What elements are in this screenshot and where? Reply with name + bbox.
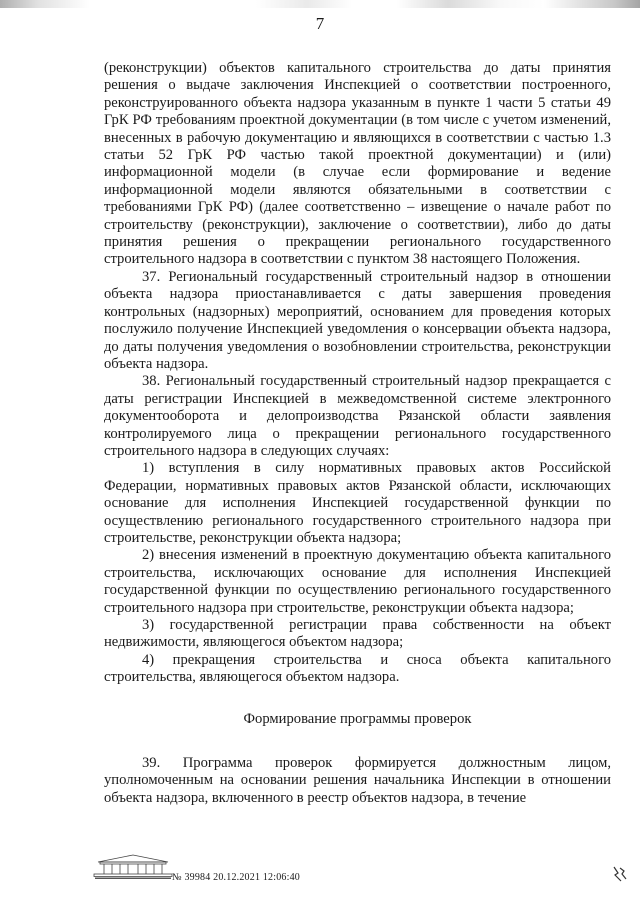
- paragraph-continuation: (реконструкции) объектов капитального строительства до даты принятия решения о выдаче заключения Инспекцией о соответствии построенного, реконструированного объекта надзора указанным в пункте 1 части 5 статьи 49 ГрК РФ требованиям проектной документации (в том числе с учетом изменений, внесенных в рабочую документацию и являющихся в соответствии с частью 1.3 статьи 52 ГрК РФ частью такой проектной документации) и (или) информационной модели (в случае если формирование и ведение информационной модели являются обязательными в соответствии с требованиями ГрК РФ) (далее соответственно – извещение о начале работ по строительству (реконструкции), заключение о соответствии), либо до даты принятия решения о прекращении регионального государственного строительного надзора в соответствии с пунктом 38 настоящего Положения.: [104, 60, 611, 268]
- registration-number: № 39984 20.12.2021 12:06:40: [172, 872, 300, 883]
- list-item-38-2: 2) внесения изменений в проектную документацию объекта капитального строительства, исключающих основание для исполнения Инспекцией государственной функции по осуществлению регионального государственного строительного надзора при строительстве, реконструкции объекта надзора;: [104, 547, 611, 616]
- list-item-38-1: 1) вступления в силу нормативных правовых актов Российской Федерации, нормативных правовых актов Рязанской области, исключающих основание для исполнения Инспекцией государственной функции по осуществлению регионального государственного строительного надзора при строительстве, реконструкции объекта надзора;: [104, 460, 611, 546]
- government-building-icon: [92, 852, 174, 880]
- document-body: [104, 60, 611, 807]
- page-number: 7: [315, 14, 325, 33]
- section-title: Формирование программы проверок: [243, 710, 472, 727]
- list-item-38-4: 4) прекращения строительства и сноса объекта капитального строительства, являющегося объектом надзора.: [104, 651, 611, 686]
- scan-edge-shadow: [0, 0, 640, 8]
- document-footer: [92, 852, 612, 892]
- list-item-38-3: 3) государственной регистрации права собственности на объект недвижимости, являющегося объектом надзора;: [104, 617, 611, 651]
- paragraph-37: 37. Региональный государственный строительный надзор в отношении объекта надзора приостанавливается с даты завершения проведения контрольных (надзорных) мероприятий, основанием для проведения которых послужило получение Инспекцией уведомления о консервации объекта надзора, до даты получения уведомления о возобновлении строительства, реконструкции объекта надзора.: [104, 268, 611, 372]
- scan-mark-icon: [612, 865, 628, 883]
- paragraph-38: 38. Региональный государственный строительный надзор прекращается с даты регистрации Инспекцией в межведомственной системе электронного документооборота и делопроизводства Рязанской области заявления контролируемого лица о прекращении регионального государственного строительного надзора в следующих случаях:: [104, 373, 611, 459]
- paragraph-39: 39. Программа проверок формируется должностным лицом, уполномоченным на основании решения начальника Инспекции в отношении объекта надзора, включенного в реестр объектов надзора, в течение: [104, 755, 611, 806]
